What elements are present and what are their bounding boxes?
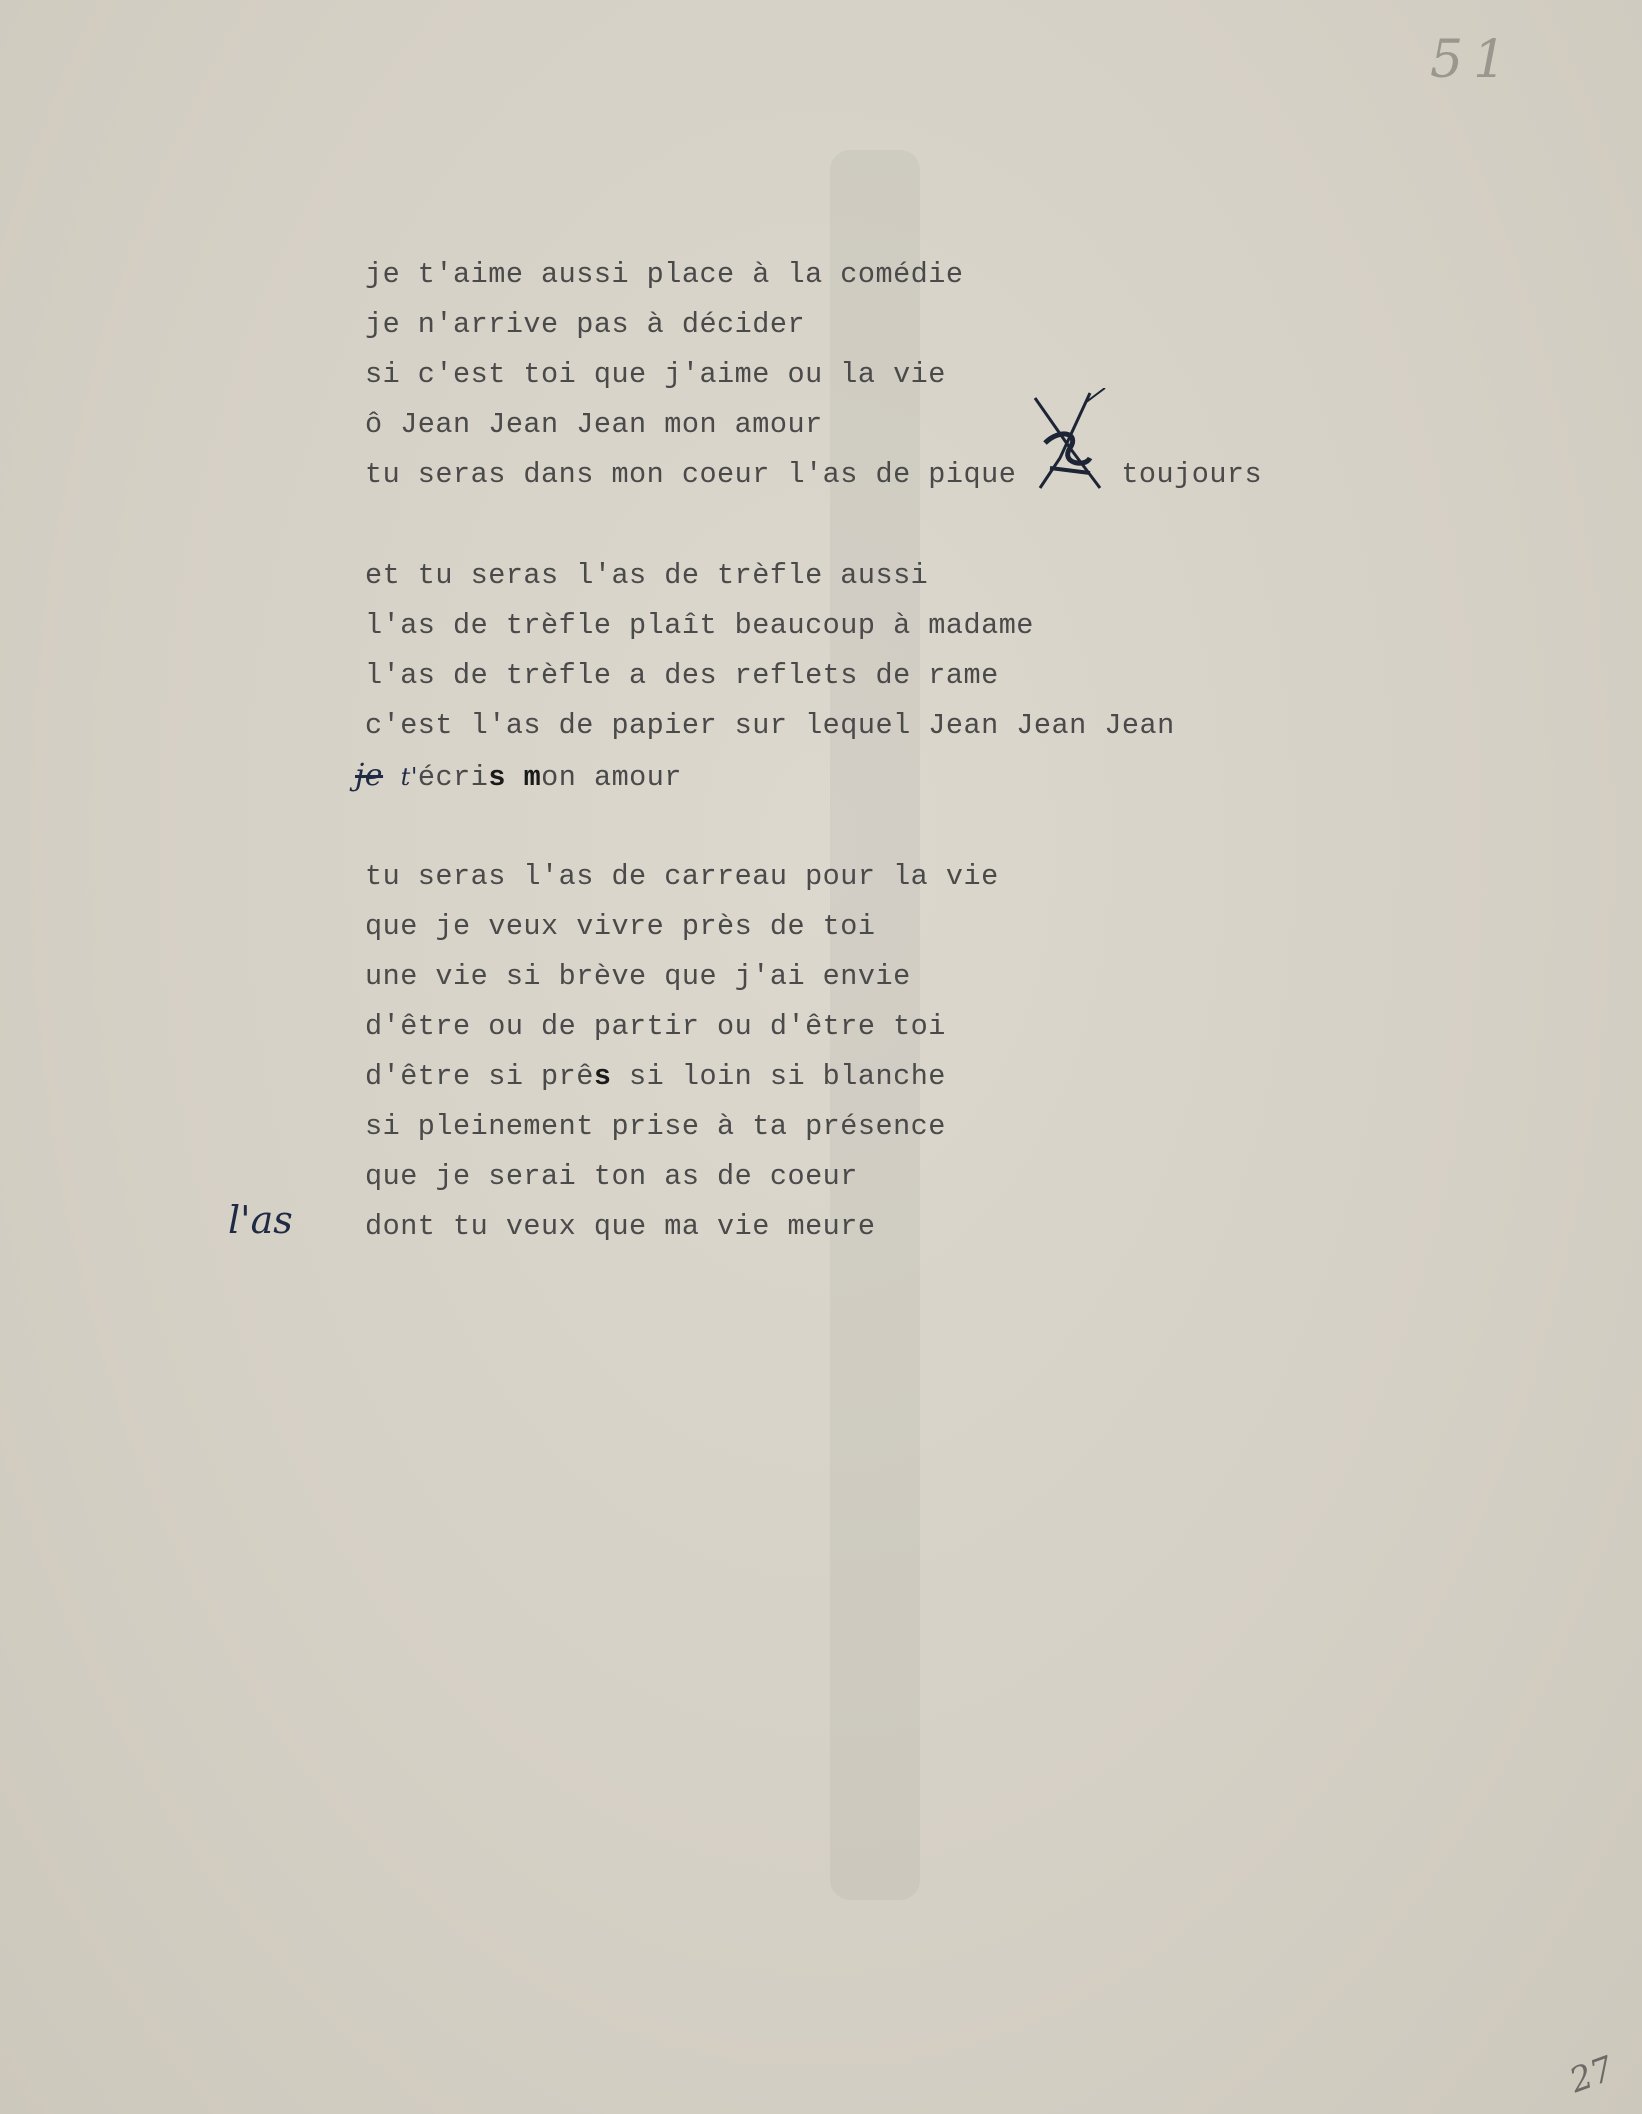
stanza-3 [365, 852, 999, 1252]
verse-line: je t'aime aussi place à la comédie [365, 258, 964, 291]
typed-correction: s [488, 761, 506, 794]
verse-line: que je veux vivre près de toi [365, 910, 876, 943]
verse-text: tu seras dans mon coeur l'as de pique [365, 458, 1017, 491]
verse-line: si c'est toi que j'aime ou la vie [365, 358, 946, 391]
page-number: 51 [1430, 30, 1517, 90]
handwritten-insert: t' [400, 763, 418, 791]
verse-line-corrected [355, 751, 1175, 801]
verse-text: si loin si blanche [611, 1060, 946, 1093]
margin-annotation: l'as [228, 1198, 293, 1242]
corner-annotation: 27 [1564, 2048, 1619, 2102]
verse-line [365, 450, 1262, 500]
verse-text-tail: toujours [1121, 458, 1263, 491]
verse-line [365, 1052, 999, 1102]
verse-text: on amour [541, 761, 682, 794]
verse-line: que je serai ton as de coeur [365, 1160, 858, 1193]
verse-line: si pleinement prise à ta présence [365, 1110, 946, 1143]
strikeout-scribble [1030, 388, 1110, 498]
verse-line: d'être ou de partir ou d'être toi [365, 1010, 946, 1043]
verse-text: écri [417, 761, 489, 794]
verse-line: je n'arrive pas à décider [365, 308, 806, 341]
verse-line: tu seras l'as de carreau pour la vie [365, 860, 999, 893]
verse-text: d'être si prê [365, 1060, 594, 1093]
verse-line: dont tu veux que ma vie meure [365, 1210, 876, 1243]
typed-correction: m [523, 761, 542, 794]
stanza-1 [365, 250, 1262, 500]
verse-line: et tu seras l'as de trèfle aussi [365, 559, 929, 592]
handwritten-struck-word: je [355, 758, 384, 793]
verse-line: l'as de trèfle plaît beaucoup à madame [365, 609, 1034, 642]
verse-line: ô Jean Jean Jean mon amour [365, 408, 823, 441]
verse-line: une vie si brève que j'ai envie [365, 960, 911, 993]
verse-line: l'as de trèfle a des reflets de rame [365, 659, 999, 692]
verse-line: c'est l'as de papier sur lequel Jean Jean Jean [365, 709, 1175, 742]
typed-correction: s [593, 1060, 612, 1093]
stanza-2 [355, 551, 1175, 801]
